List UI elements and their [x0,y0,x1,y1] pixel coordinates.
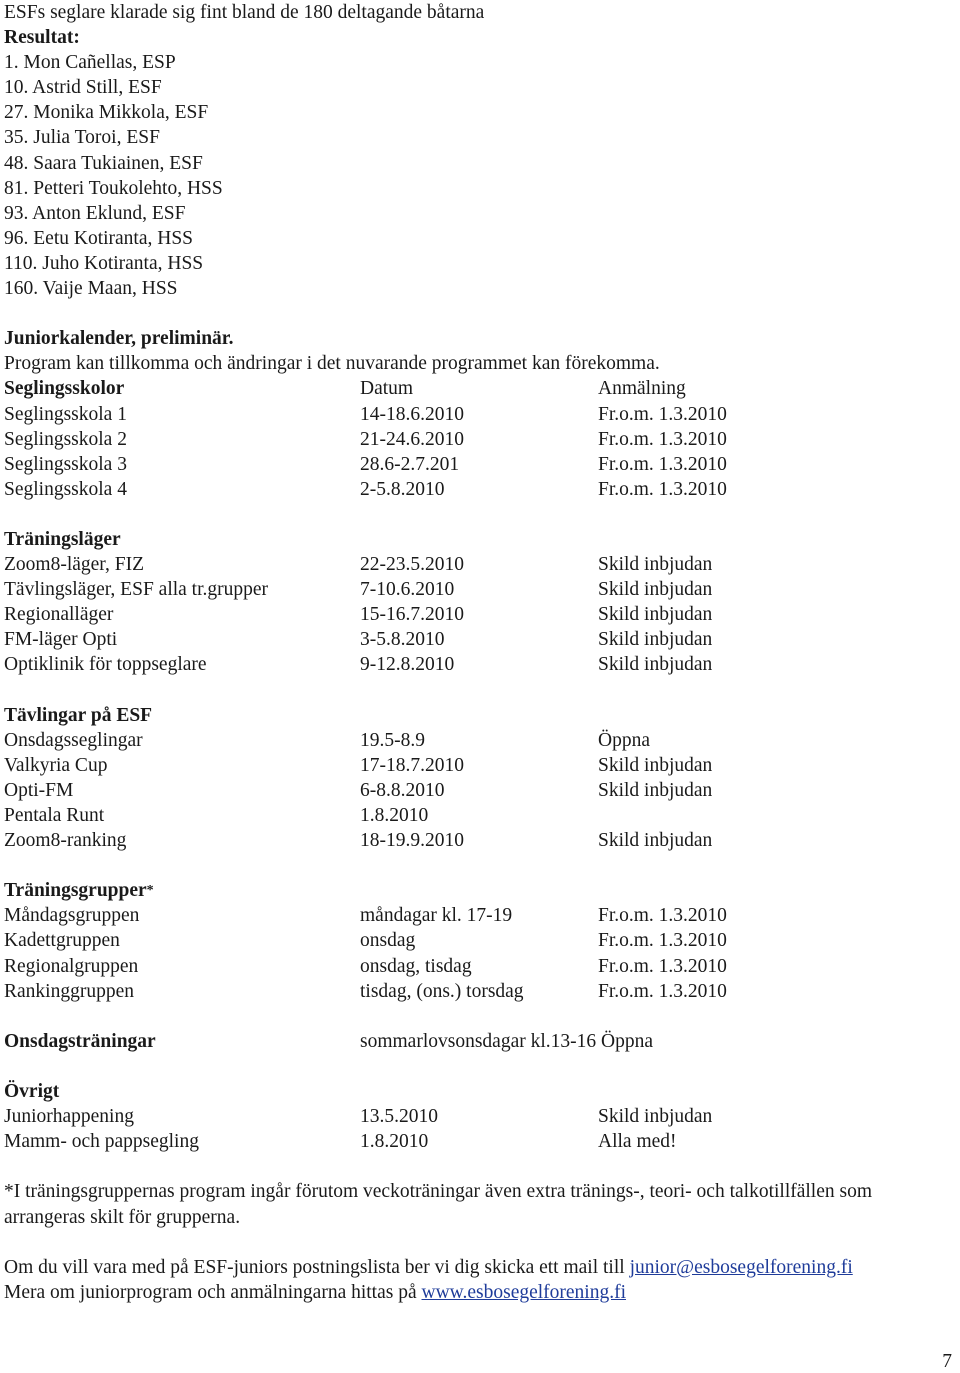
event-registration: Skild inbjudan [598,754,713,776]
table-row [4,1104,956,1129]
contact-line-email [4,1255,956,1280]
event-registration: Öppna [598,729,650,751]
event-registration: Skild inbjudan [598,654,713,676]
event-date: 13.5.2010 [360,1106,438,1128]
event-name: Onsdagsseglingar [4,729,143,751]
results-list [4,50,956,301]
table-row [4,577,956,602]
result-item: 27. Monika Mikkola, ESF [4,102,209,124]
result-item: 81. Petteri Toukolehto, HSS [4,177,223,199]
result-item: 10. Astrid Still, ESF [4,77,162,99]
event-date: 17-18.7.2010 [360,754,464,776]
event-name: Valkyria Cup [4,754,108,776]
group-registration: Fr.o.m. 1.3.2010 [598,930,727,952]
event-date: 6-8.8.2010 [360,779,445,801]
event-date: 1.8.2010 [360,1131,429,1153]
column-header-anmalning: Anmälning [598,378,686,400]
table-row [4,928,956,953]
section-title-seglingsskolor: Seglingsskolor [4,378,125,400]
event-registration: Skild inbjudan [598,1106,713,1128]
group-name: Kadettgruppen [4,930,120,952]
table-row [4,427,956,452]
event-name: Pentala Runt [4,805,105,826]
event-registration: Skild inbjudan [598,579,713,601]
event-name: FM-läger Opti [4,629,118,651]
group-registration: Fr.o.m. 1.3.2010 [598,955,727,977]
result-item: 48. Saara Tukiainen, ESF [4,152,203,174]
result-item: 35. Julia Toroi, ESF [4,127,160,149]
table-row [4,903,956,928]
event-registration [598,803,956,828]
event-name: Seglingsskola 2 [4,428,127,450]
group-registration: Fr.o.m. 1.3.2010 [598,905,727,927]
event-date: 22-23.5.2010 [360,554,464,576]
group-schedule: onsdag [360,930,416,952]
event-date: 28.6-2.7.201 [360,453,460,475]
table-row [4,803,956,828]
table-row [4,979,956,1004]
section-title-traningsgrupper: Träningsgrupper [4,880,147,902]
table-row [4,627,956,652]
result-item: 160. Vaije Maan, HSS [4,278,178,300]
event-registration: Skild inbjudan [598,604,713,626]
section-title-traningslager: Träningsläger [4,528,121,550]
table-row [4,778,956,803]
section-title-tavlingar: Tävlingar på ESF [4,704,153,726]
event-date: 15-16.7.2010 [360,604,464,626]
event-name: Juniorhappening [4,1106,134,1128]
event-date: 2-5.8.2010 [360,478,445,500]
result-item: 1. Mon Cañellas, ESP [4,52,176,74]
group-registration: Fr.o.m. 1.3.2010 [598,980,727,1002]
page-number: 7 [942,1351,952,1372]
event-registration: Skild inbjudan [598,830,713,852]
event-name: Tävlingsläger, ESF alla tr.grupper [4,579,269,601]
event-name: Zoom8-läger, FIZ [4,554,145,576]
group-name: Regionalgruppen [4,955,139,977]
onsdagstraningar-row [4,1029,956,1054]
calendar-title: Juniorkalender, preliminär. [4,328,234,350]
result-item: 110. Juho Kotiranta, HSS [4,252,204,274]
footnote: *I träningsgruppernas program ingår förutom veckoträningar även extra tränings-, teori- och talkotillfällen som arrangeras skilt för grupperna. [4,1181,873,1228]
table-row [4,602,956,627]
table-row [4,477,956,502]
table-row [4,1129,956,1154]
table-row [4,828,956,853]
event-date: 18-19.9.2010 [360,830,464,852]
event-name: Regionalläger [4,604,114,626]
table-row [4,954,956,979]
contact-text: Mera om juniorprogram och anmälningarna hittas på [4,1281,422,1303]
event-name: Seglingsskola 1 [4,403,127,425]
event-date: 3-5.8.2010 [360,629,445,651]
result-item: 93. Anton Eklund, ESF [4,202,186,224]
event-registration: Fr.o.m. 1.3.2010 [598,478,727,500]
event-registration: Fr.o.m. 1.3.2010 [598,403,727,425]
footnote-marker: * [146,883,154,899]
event-registration: Alla med! [598,1131,677,1153]
contact-line-website [4,1280,956,1305]
event-registration: Skild inbjudan [598,629,713,651]
group-schedule: tisdag, (ons.) torsdag [360,980,524,1002]
onsdagstraningar-value: sommarlovsonsdagar kl.13-16 Öppna [360,1030,653,1052]
table-row [4,652,956,677]
table-row [4,728,956,753]
table-row [4,402,956,427]
table-row [4,753,956,778]
event-registration: Skild inbjudan [598,554,713,576]
group-schedule: måndagar kl. 17-19 [360,905,513,927]
event-name: Optiklinik för toppseglare [4,654,207,676]
event-name: Opti-FM [4,779,74,801]
section-title-ovrigt: Övrigt [4,1081,60,1103]
event-date: 21-24.6.2010 [360,428,464,450]
event-date: 1.8.2010 [360,805,429,826]
email-link[interactable]: junior@esbosegelforening.fi [629,1256,853,1278]
document-page [4,0,956,1305]
event-name: Mamm- och pappsegling [4,1131,199,1153]
section-title-onsdagstraningar: Onsdagsträningar [4,1030,156,1052]
section-title-traningsgrupper-line [4,878,956,903]
contact-text: Om du vill vara med på ESF-juniors postningslista ber vi dig skicka ett mail till [4,1256,630,1278]
group-name: Rankinggruppen [4,980,134,1002]
event-registration: Skild inbjudan [598,779,713,801]
table-row [4,452,956,477]
event-date: 9-12.8.2010 [360,654,455,676]
event-date: 7-10.6.2010 [360,579,455,601]
group-schedule: onsdag, tisdag [360,955,472,977]
table-header [4,376,956,401]
event-date: 19.5-8.9 [360,729,425,751]
table-row [4,552,956,577]
website-link[interactable]: www.esbosegelforening.fi [421,1281,627,1303]
column-header-datum: Datum [360,378,414,400]
group-name: Måndagsgruppen [4,905,140,927]
results-label: Resultat: [4,27,80,49]
event-name: Seglingsskola 3 [4,453,127,475]
event-date: 14-18.6.2010 [360,403,464,425]
event-name: Seglingsskola 4 [4,478,127,500]
headline: ESFs seglare klarade sig fint bland de 180 deltagande båtarna [4,2,485,23]
calendar-subtitle: Program kan tillkomma och ändringar i det nuvarande programmet kan förekomma. [4,353,660,375]
event-registration: Fr.o.m. 1.3.2010 [598,453,727,475]
event-name: Zoom8-ranking [4,830,127,852]
event-registration: Fr.o.m. 1.3.2010 [598,428,727,450]
result-item: 96. Eetu Kotiranta, HSS [4,227,194,249]
